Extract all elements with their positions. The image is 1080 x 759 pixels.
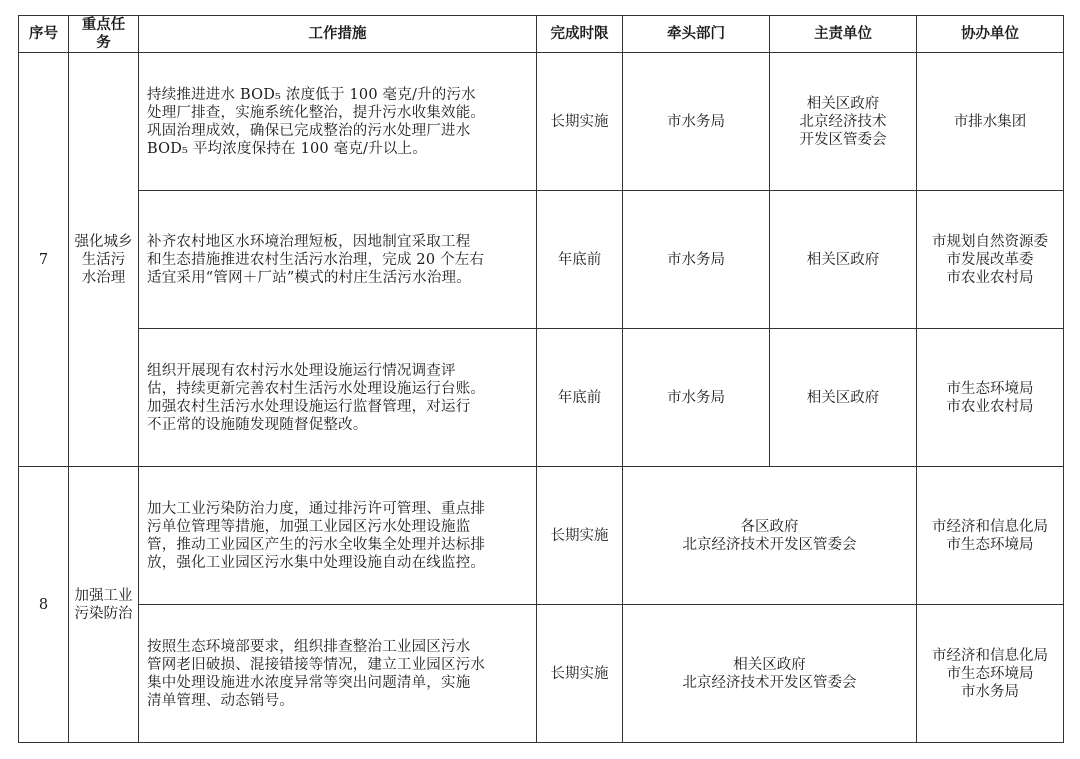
measure-line: 补齐农村地区水环境治理短板，因地制宜采取工程: [147, 233, 471, 250]
lead-dept-cell: 市水务局: [623, 329, 770, 467]
lead-dept-cell: 市水务局: [623, 53, 770, 191]
measure-cell: [139, 329, 537, 467]
seq-cell: 8: [19, 467, 69, 743]
assist-line: 市生态环境局: [946, 536, 1034, 553]
header-assist-unit: 协办单位: [917, 16, 1064, 53]
task-line: 生活污: [81, 251, 126, 268]
header-seq: 序号: [19, 16, 69, 53]
measure-line: 放，强化工业园区污水集中处理设施自动在线监控。: [147, 554, 486, 571]
resp-line: 相关区政府: [806, 95, 880, 112]
header-task: 重点任务: [69, 16, 139, 53]
deadline-cell: 长期实施: [537, 467, 623, 605]
lead-dept-cell: 市水务局: [623, 191, 770, 329]
lead-resp-merged-cell: [623, 605, 917, 743]
measure-cell: [139, 467, 537, 605]
measure-line: 不正常的设施随发现随督促整改。: [147, 416, 368, 433]
measure-line: 适宜采用“管网＋厂站”模式的村庄生活污水治理。: [147, 269, 471, 286]
assist-line: 市规划自然资源委: [932, 233, 1048, 250]
assist-line: 市生态环境局: [946, 380, 1034, 397]
measure-line: BOD₅ 平均浓度保持在 100 毫克/升以上。: [147, 140, 427, 157]
measure-line: 加大工业污染防治力度，通过排污许可管理、重点排: [147, 500, 486, 517]
resp-line: 相关区政府: [806, 389, 880, 406]
table-row: [19, 191, 1064, 329]
measure-cell: [139, 53, 537, 191]
assist-line: 市农业农村局: [946, 269, 1034, 286]
resp-line: 北京经济技术: [799, 113, 887, 130]
measure-line: 按照生态环境部要求，组织排查整治工业园区污水: [147, 638, 471, 655]
assist-unit-cell: [917, 329, 1064, 467]
assist-line: 市排水集团: [953, 113, 1027, 130]
merged-line: 北京经济技术开发区管委会: [682, 536, 857, 553]
resp-line: 相关区政府: [806, 251, 880, 268]
deadline-cell: 年底前: [537, 191, 623, 329]
assist-unit-cell: [917, 605, 1064, 743]
measure-line: 清单管理、动态销号。: [147, 692, 294, 709]
task-line: 加强工业: [74, 587, 133, 604]
deadline-cell: 长期实施: [537, 53, 623, 191]
deadline-cell: 年底前: [537, 329, 623, 467]
table-row: [19, 53, 1064, 191]
task-line: 污染防治: [74, 605, 133, 622]
resp-unit-cell: [770, 53, 917, 191]
assist-unit-cell: [917, 191, 1064, 329]
header-lead-dept: 牵头部门: [623, 16, 770, 53]
measure-line: 管，推动工业园区产生的污水全收集全处理并达标排: [147, 536, 486, 553]
task-cell: [69, 467, 139, 743]
header-deadline: 完成时限: [537, 16, 623, 53]
task-cell: [69, 53, 139, 467]
header-row: [19, 16, 1064, 53]
assist-line: 市生态环境局: [946, 665, 1034, 682]
measure-line: 集中处理设施进水浓度异常等突出问题清单，实施: [147, 674, 471, 691]
measure-cell: [139, 605, 537, 743]
header-measure: 工作措施: [139, 16, 537, 53]
task-line: 水治理: [81, 269, 126, 286]
table-row: [19, 605, 1064, 743]
assist-line: 市经济和信息化局: [932, 647, 1048, 664]
merged-line: 北京经济技术开发区管委会: [682, 674, 857, 691]
work-plan-table: [18, 15, 1064, 743]
measure-line: 巩固治理成效，确保已完成整治的污水处理厂进水: [147, 122, 471, 139]
measure-line: 估，持续更新完善农村生活污水处理设施运行台账。: [147, 380, 486, 397]
table-row: [19, 329, 1064, 467]
seq-cell: 7: [19, 53, 69, 467]
measure-line: 和生态措施推进农村生活污水治理，完成 20 个左右: [147, 251, 485, 268]
measure-line: 管网老旧破损、混接错接等情况，建立工业园区污水: [147, 656, 486, 673]
table-row: [19, 467, 1064, 605]
merged-line: 相关区政府: [733, 656, 806, 673]
assist-line: 市经济和信息化局: [932, 518, 1048, 535]
merged-line: 各区政府: [740, 518, 799, 535]
measure-line: 组织开展现有农村污水处理设施运行情况调查评: [147, 362, 456, 379]
header-resp-unit: 主责单位: [770, 16, 917, 53]
deadline-cell: 长期实施: [537, 605, 623, 743]
assist-line: 市发展改革委: [946, 251, 1034, 268]
task-line: 强化城乡: [74, 233, 133, 250]
resp-unit-cell: [770, 329, 917, 467]
assist-line: 市农业农村局: [946, 398, 1034, 415]
assist-unit-cell: [917, 467, 1064, 605]
resp-line: 开发区管委会: [799, 131, 887, 148]
lead-resp-merged-cell: [623, 467, 917, 605]
assist-line: 市水务局: [961, 683, 1019, 700]
assist-unit-cell: [917, 53, 1064, 191]
measure-line: 持续推进进水 BOD₅ 浓度低于 100 毫克/升的污水: [147, 86, 476, 103]
measure-line: 处理厂排查，实施系统化整治，提升污水收集效能。: [147, 104, 486, 121]
resp-unit-cell: [770, 191, 917, 329]
measure-cell: [139, 191, 537, 329]
measure-line: 污单位管理等措施，加强工业园区污水处理设施监: [147, 518, 471, 535]
measure-line: 加强农村生活污水处理设施运行监督管理，对运行: [147, 398, 471, 415]
